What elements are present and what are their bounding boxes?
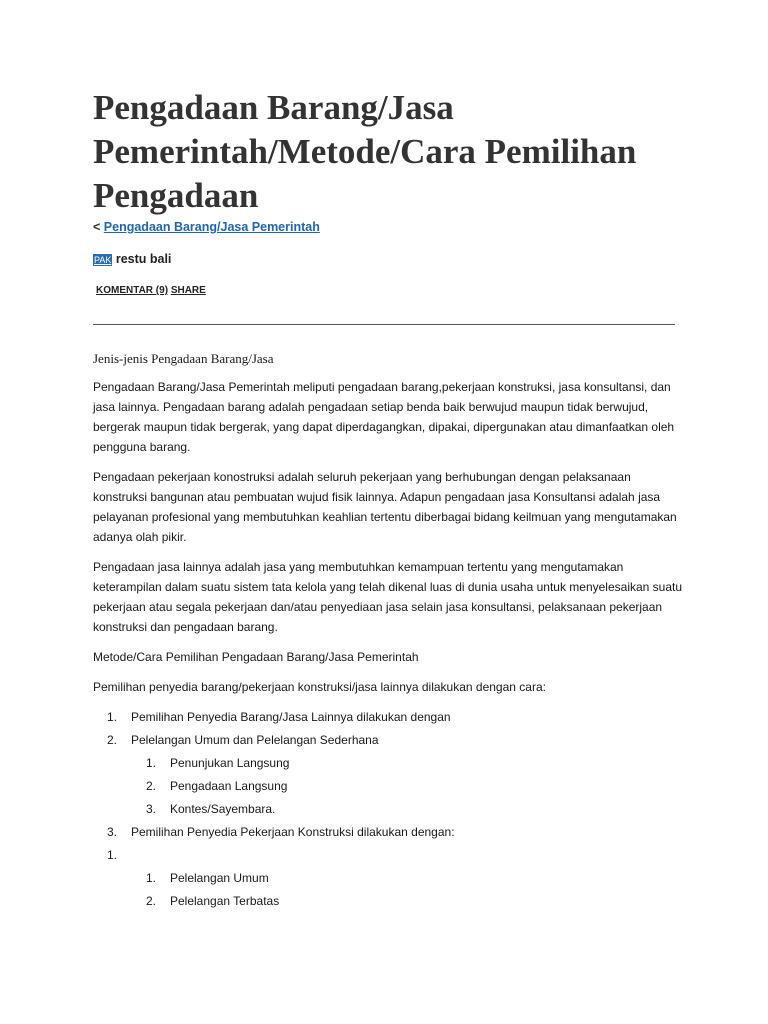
- list-number: 2.: [107, 733, 118, 747]
- list-number: 2.: [146, 779, 157, 793]
- comments-link[interactable]: KOMENTAR (9): [96, 285, 169, 296]
- paragraph: Pengadaan Barang/Jasa Pemerintah meliputi pengadaan barang,pekerjaan konstruksi, jasa konsultansi, dan jasa lainnya. Pengadaan barang adalah pengadaan setiap benda baik berwujud maupun tidak berwujud, bergerak maupun tidak bergerak, yang dapat diperdagangkan, dipakai, dipergunakan atau dimanfaatkan oleh pengguna barang.: [93, 380, 675, 454]
- list-item: [93, 730, 683, 750]
- list-item: [93, 776, 683, 796]
- author-name: restu bali: [115, 252, 172, 266]
- breadcrumb-prefix: <: [93, 220, 101, 234]
- list-number: 1.: [146, 756, 157, 770]
- author-tag[interactable]: PAK: [94, 255, 112, 265]
- list-item: [93, 753, 683, 773]
- section-heading: Jenis-jenis Pengadaan Barang/Jasa: [93, 351, 274, 366]
- section-heading: Metode/Cara Pemilihan Pengadaan Barang/Jasa Pemerintah: [93, 650, 419, 664]
- list-item: [93, 822, 683, 842]
- list-item: [93, 891, 683, 911]
- list-number: 2.: [146, 894, 157, 908]
- list-text: Pengadaan Langsung: [170, 779, 288, 793]
- method-list: [93, 707, 683, 911]
- paragraph: Pengadaan pekerjaan konostruksi adalah seluruh pekerjaan yang berhubungan dengan pelaksanaan konstruksi bangunan atau pembuatan wujud fisik lainnya. Adapun pengadaan jasa Konsultansi adalah jasa pelayanan profesional yang membutuhkan keahlian tertentu diberbagai bidang keilmuan yang mengutamakan adanya olah pikir.: [93, 470, 677, 544]
- list-item: [93, 707, 683, 727]
- list-text: Pelelangan Terbatas: [170, 894, 280, 908]
- divider: [93, 324, 675, 325]
- list-text: Pelelangan Umum dan Pelelangan Sederhana: [131, 733, 379, 747]
- article-body: [93, 345, 683, 914]
- list-number: 3.: [146, 802, 157, 816]
- article-meta: [96, 284, 206, 298]
- author-line: [93, 251, 171, 269]
- list-number: 1.: [107, 710, 118, 724]
- list-text: Kontes/Sayembara.: [170, 802, 276, 816]
- breadcrumb-link[interactable]: Pengadaan Barang/Jasa Pemerintah: [103, 220, 320, 234]
- list-text: Pemilihan Penyedia Pekerjaan Konstruksi dilakukan dengan:: [131, 825, 455, 839]
- page-title: Pengadaan Barang/Jasa Pemerintah/Metode/Cara Pemilihan Pengadaan: [93, 88, 637, 215]
- list-item: [93, 799, 683, 819]
- list-text: Penunjukan Langsung: [170, 756, 290, 770]
- list-number: 3.: [107, 825, 118, 839]
- list-text: Pelelangan Umum: [170, 871, 269, 885]
- list-item: [93, 845, 683, 865]
- breadcrumb: [93, 219, 320, 236]
- paragraph: Pengadaan jasa lainnya adalah jasa yang membutuhkan kemampuan tertentu yang mengutamakan keterampilan dalam suatu sistem tata kelola yang telah dikenal luas di dunia usaha untuk menyelesaikan suatu pekerjaan atau segala pekerjaan dan/atau penyediaan jasa selain jasa konsultansi, pelaksanaan pekerjaan konstruksi dan pengadaan barang.: [93, 560, 683, 634]
- list-text: Pemilihan Penyedia Barang/Jasa Lainnya dilakukan dengan: [131, 710, 451, 724]
- list-number: 1.: [107, 848, 118, 862]
- list-number: 1.: [146, 871, 157, 885]
- paragraph: Pemilihan penyedia barang/pekerjaan konstruksi/jasa lainnya dilakukan dengan cara:: [93, 680, 546, 694]
- share-link[interactable]: SHARE: [170, 285, 206, 296]
- list-item: [93, 868, 683, 888]
